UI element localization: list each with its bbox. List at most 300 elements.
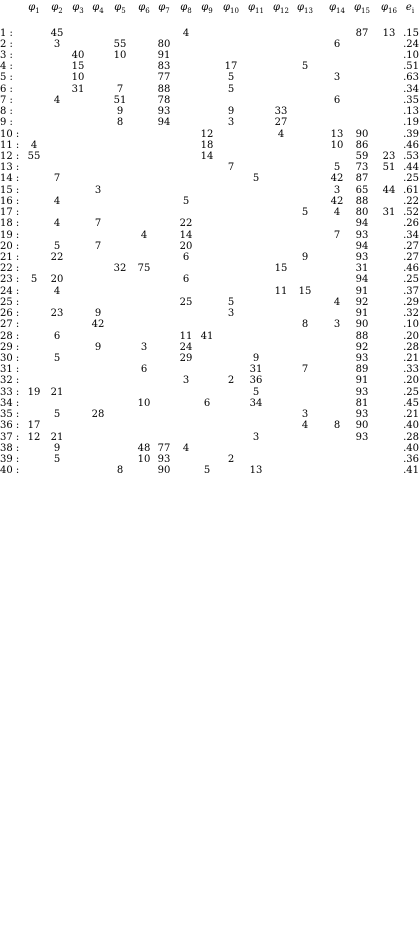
table-cell: 5 xyxy=(53,409,61,421)
table-cell: 90 xyxy=(355,319,369,331)
row-label: 15 : xyxy=(0,184,20,196)
table-cell: 5 xyxy=(53,454,61,466)
table-cell: 3 xyxy=(252,431,260,443)
column-header xyxy=(246,2,266,15)
table-cell: 12 xyxy=(200,128,214,140)
table-cell: 93 xyxy=(355,229,369,241)
table-cell: 24 xyxy=(179,341,193,353)
table-row xyxy=(0,230,419,241)
table-cell: 94 xyxy=(355,240,369,252)
error-cell: .21 xyxy=(403,409,419,421)
table-cell: 93 xyxy=(355,353,369,365)
error-cell: .63 xyxy=(403,72,419,84)
table-cell: 4 xyxy=(182,442,190,454)
table-cell: 2 xyxy=(227,454,235,466)
header-symbol: φ xyxy=(138,2,146,13)
table-cell: 22 xyxy=(50,252,64,263)
table-row xyxy=(0,117,419,128)
header-symbol: φ xyxy=(381,2,389,13)
row-label: 32 : xyxy=(0,375,20,387)
table-cell: 17 xyxy=(27,420,41,432)
table-cell: 77 xyxy=(157,442,171,454)
header-symbol: φ xyxy=(329,2,337,13)
table-cell: 92 xyxy=(355,296,369,308)
row-label: 1 : xyxy=(0,27,13,39)
table-cell: 93 xyxy=(355,409,369,421)
table-cell: 4 xyxy=(182,27,190,39)
error-cell: .36 xyxy=(403,454,419,466)
table-row xyxy=(0,162,419,173)
error-cell: .25 xyxy=(403,274,419,286)
table-cell: 6 xyxy=(140,364,148,376)
table-cell: 8 xyxy=(116,117,124,129)
table-cell: 80 xyxy=(157,38,171,50)
header-subscript: 5 xyxy=(121,7,126,15)
table-cell: 4 xyxy=(140,229,148,241)
table-cell: 7 xyxy=(333,229,341,241)
table-row xyxy=(0,50,419,61)
table-cell: 6 xyxy=(333,38,341,50)
table-cell: 87 xyxy=(355,27,369,39)
table-cell: 5 xyxy=(227,72,235,84)
error-cell: .52 xyxy=(403,207,419,219)
table-cell: 18 xyxy=(200,139,214,151)
error-cell: .39 xyxy=(403,128,419,140)
column-header xyxy=(88,2,108,15)
table-cell: 5 xyxy=(333,162,341,174)
table-cell: 4 xyxy=(333,207,341,219)
table-cell: 42 xyxy=(330,173,344,185)
table-row xyxy=(0,106,419,117)
table-cell: 20 xyxy=(50,274,64,286)
header-subscript: 10 xyxy=(230,7,239,15)
header-subscript: 1 xyxy=(35,7,40,15)
column-header xyxy=(47,2,67,15)
header-symbol: φ xyxy=(114,2,122,13)
table-cell: 23 xyxy=(50,308,64,320)
row-label: 29 : xyxy=(0,341,20,353)
table-cell: 8 xyxy=(116,465,124,477)
error-cell: .21 xyxy=(403,353,419,365)
row-label: 25 : xyxy=(0,296,20,308)
row-label: 7 : xyxy=(0,94,13,106)
table-cell: 5 xyxy=(227,83,235,95)
table-cell: 80 xyxy=(355,207,369,219)
table-cell: 4 xyxy=(53,94,61,106)
column-header xyxy=(379,2,399,15)
column-header xyxy=(154,2,174,15)
header-subscript: 3 xyxy=(79,7,84,15)
row-label: 5 : xyxy=(0,72,13,84)
header-symbol: φ xyxy=(354,2,362,13)
table-row xyxy=(0,432,419,443)
table-cell: 27 xyxy=(274,117,288,129)
table-cell: 3 xyxy=(53,38,61,50)
table-cell: 2 xyxy=(227,375,235,387)
error-cell: .33 xyxy=(403,364,419,376)
table-cell: 6 xyxy=(53,330,61,342)
row-label: 31 : xyxy=(0,364,20,376)
row-label: 6 : xyxy=(0,83,13,95)
table-cell: 10 xyxy=(71,72,85,84)
header-subscript: 16 xyxy=(388,7,397,15)
table-cell: 9 xyxy=(94,308,102,320)
table-cell: 7 xyxy=(301,364,309,376)
error-cell: .53 xyxy=(403,150,419,162)
table-cell: 9 xyxy=(94,341,102,353)
error-cell: .13 xyxy=(403,106,419,118)
table-row xyxy=(0,151,419,162)
table-cell: 91 xyxy=(355,375,369,387)
header-subscript: i xyxy=(411,7,415,15)
error-cell: .19 xyxy=(403,117,419,129)
table-cell: 90 xyxy=(355,128,369,140)
error-cell: .46 xyxy=(403,263,419,275)
table-header xyxy=(0,0,419,18)
table-row xyxy=(0,286,419,297)
table-cell: 91 xyxy=(355,285,369,297)
error-cell: .40 xyxy=(403,420,419,432)
row-label: 28 : xyxy=(0,330,20,342)
table-cell: 88 xyxy=(157,83,171,95)
table-row xyxy=(0,218,419,229)
row-label: 36 : xyxy=(0,420,20,432)
table-cell: 5 xyxy=(252,386,260,398)
table-cell: 15 xyxy=(71,61,85,73)
column-header xyxy=(271,2,291,15)
table-cell: 4 xyxy=(30,139,38,151)
table-cell: 91 xyxy=(355,308,369,320)
error-cell: .25 xyxy=(403,173,419,185)
row-label: 13 : xyxy=(0,162,20,174)
table-cell: 23 xyxy=(382,150,396,162)
table-row xyxy=(0,465,419,476)
row-label: 16 : xyxy=(0,195,20,207)
table-row xyxy=(0,72,419,83)
table-row xyxy=(0,241,419,252)
table-row xyxy=(0,342,419,353)
row-label: 2 : xyxy=(0,38,13,50)
table-cell: 94 xyxy=(355,218,369,230)
column-header xyxy=(221,2,241,15)
table-row xyxy=(0,61,419,72)
table-cell: 25 xyxy=(179,296,193,308)
table-row xyxy=(0,252,419,263)
row-label: 35 : xyxy=(0,409,20,421)
error-cell: .29 xyxy=(403,296,419,308)
row-label: 17 : xyxy=(0,207,20,219)
table-cell: 10 xyxy=(330,139,344,151)
table-cell: 91 xyxy=(157,49,171,61)
column-header xyxy=(197,2,217,15)
table-cell: 14 xyxy=(200,150,214,162)
row-label: 30 : xyxy=(0,353,20,365)
error-cell: .40 xyxy=(403,442,419,454)
row-label: 21 : xyxy=(0,252,20,263)
row-label: 11 : xyxy=(0,139,20,151)
header-symbol: φ xyxy=(51,2,59,13)
table-cell: 13 xyxy=(249,465,263,477)
table-row xyxy=(0,454,419,465)
table-cell: 11 xyxy=(274,285,288,297)
table-row xyxy=(0,409,419,420)
table-cell: 9 xyxy=(53,442,61,454)
header-subscript: 14 xyxy=(336,7,345,15)
table-row xyxy=(0,129,419,140)
table-cell: 55 xyxy=(113,38,127,50)
error-cell: .32 xyxy=(403,308,419,320)
row-label: 3 : xyxy=(0,49,13,61)
table-cell: 29 xyxy=(179,353,193,365)
table-cell: 3 xyxy=(140,341,148,353)
table-cell: 34 xyxy=(249,397,263,409)
error-cell: .20 xyxy=(403,330,419,342)
table-cell: 7 xyxy=(53,173,61,185)
table-cell: 15 xyxy=(298,285,312,297)
table-cell: 20 xyxy=(179,240,193,252)
column-header xyxy=(327,2,347,15)
row-label: 9 : xyxy=(0,117,13,129)
table-cell: 6 xyxy=(203,397,211,409)
row-label: 22 : xyxy=(0,263,20,275)
table-row xyxy=(0,196,419,207)
table-row xyxy=(0,140,419,151)
table-cell: 75 xyxy=(137,263,151,275)
header-symbol: φ xyxy=(201,2,209,13)
header-symbol: φ xyxy=(297,2,305,13)
column-header xyxy=(352,2,372,15)
table-cell: 5 xyxy=(252,173,260,185)
table-cell: 5 xyxy=(182,195,190,207)
header-symbol: φ xyxy=(158,2,166,13)
table-cell: 77 xyxy=(157,72,171,84)
row-label: 20 : xyxy=(0,240,20,252)
table-cell: 41 xyxy=(200,330,214,342)
table-cell: 90 xyxy=(157,465,171,477)
table-row xyxy=(0,398,419,409)
row-label: 8 : xyxy=(0,106,13,118)
table-cell: 40 xyxy=(71,49,85,61)
table-cell: 5 xyxy=(53,240,61,252)
table-cell: 51 xyxy=(382,162,396,174)
table-cell: 10 xyxy=(137,454,151,466)
table-cell: 4 xyxy=(53,285,61,297)
error-cell: .15 xyxy=(403,27,419,39)
table-cell: 4 xyxy=(53,218,61,230)
table-cell: 3 xyxy=(227,308,235,320)
row-label: 24 : xyxy=(0,285,20,297)
table-cell: 94 xyxy=(355,274,369,286)
header-symbol: e xyxy=(405,2,412,13)
table-cell: 59 xyxy=(355,150,369,162)
table-cell: 4 xyxy=(333,296,341,308)
table-cell: 21 xyxy=(50,431,64,443)
table-cell: 3 xyxy=(301,409,309,421)
table-cell: 92 xyxy=(355,341,369,353)
row-label: 33 : xyxy=(0,386,20,398)
table-cell: 6 xyxy=(182,252,190,263)
row-label: 38 : xyxy=(0,442,20,454)
table-cell: 86 xyxy=(355,139,369,151)
table-cell: 3 xyxy=(227,117,235,129)
table-cell: 11 xyxy=(179,330,193,342)
error-cell: .28 xyxy=(403,431,419,443)
table-cell: 36 xyxy=(249,375,263,387)
header-subscript: 12 xyxy=(280,7,289,15)
header-symbol: φ xyxy=(223,2,231,13)
table-row xyxy=(0,84,419,95)
table-row xyxy=(0,39,419,50)
table-cell: 31 xyxy=(249,364,263,376)
column-header xyxy=(400,2,419,15)
table-row xyxy=(0,420,419,431)
column-header xyxy=(24,2,44,15)
row-label: 10 : xyxy=(0,128,20,140)
header-symbol: φ xyxy=(28,2,36,13)
table-cell: 73 xyxy=(355,162,369,174)
table-cell: 7 xyxy=(227,162,235,174)
error-cell: .46 xyxy=(403,139,419,151)
error-cell: .26 xyxy=(403,218,419,230)
table-row xyxy=(0,297,419,308)
table-cell: 94 xyxy=(157,117,171,129)
table-cell: 33 xyxy=(274,106,288,118)
table-cell: 6 xyxy=(333,94,341,106)
header-symbol: φ xyxy=(273,2,281,13)
table-row xyxy=(0,364,419,375)
table-cell: 4 xyxy=(53,195,61,207)
header-subscript: 2 xyxy=(58,7,63,15)
table-cell: 13 xyxy=(330,128,344,140)
error-cell: .44 xyxy=(403,162,419,174)
table-cell: 93 xyxy=(355,431,369,443)
table-cell: 78 xyxy=(157,94,171,106)
error-cell: .28 xyxy=(403,341,419,353)
table-cell: 93 xyxy=(157,454,171,466)
table-row xyxy=(0,353,419,364)
table-cell: 10 xyxy=(113,49,127,61)
header-subscript: 15 xyxy=(361,7,370,15)
table-cell: 88 xyxy=(355,195,369,207)
table-cell: 81 xyxy=(355,397,369,409)
row-label: 19 : xyxy=(0,229,20,241)
table-row xyxy=(0,207,419,218)
table-cell: 9 xyxy=(252,353,260,365)
table-cell: 93 xyxy=(355,386,369,398)
row-label: 27 : xyxy=(0,319,20,331)
table-cell: 13 xyxy=(382,27,396,39)
row-label: 37 : xyxy=(0,431,20,443)
row-label: 18 : xyxy=(0,218,20,230)
table-cell: 42 xyxy=(330,195,344,207)
header-subscript: 7 xyxy=(165,7,170,15)
table-row xyxy=(0,173,419,184)
table-cell: 9 xyxy=(301,252,309,263)
table-cell: 9 xyxy=(227,106,235,118)
header-subscript: 9 xyxy=(208,7,213,15)
header-symbol: φ xyxy=(180,2,188,13)
table-row xyxy=(0,274,419,285)
error-cell: .10 xyxy=(403,319,419,331)
error-cell: .10 xyxy=(403,49,419,61)
table-cell: 28 xyxy=(91,409,105,421)
table-cell: 93 xyxy=(355,252,369,263)
table-cell: 7 xyxy=(94,240,102,252)
row-label: 23 : xyxy=(0,274,20,286)
table-cell: 5 xyxy=(53,353,61,365)
row-label: 40 : xyxy=(0,465,20,477)
table-cell: 89 xyxy=(355,364,369,376)
table-cell: 3 xyxy=(94,184,102,196)
table-cell: 87 xyxy=(355,173,369,185)
table-cell: 8 xyxy=(333,420,341,432)
table-cell: 3 xyxy=(333,72,341,84)
table-cell: 5 xyxy=(203,465,211,477)
table-cell: 5 xyxy=(301,207,309,219)
table-cell: 3 xyxy=(333,184,341,196)
header-subscript: 6 xyxy=(145,7,150,15)
table-cell: 3 xyxy=(182,375,190,387)
error-cell: .35 xyxy=(403,94,419,106)
error-cell: .25 xyxy=(403,386,419,398)
table-cell: 5 xyxy=(301,61,309,73)
table-cell: 51 xyxy=(113,94,127,106)
table-cell: 9 xyxy=(116,106,124,118)
error-cell: .45 xyxy=(403,397,419,409)
table-cell: 22 xyxy=(179,218,193,230)
table-cell: 12 xyxy=(27,431,41,443)
table-cell: 5 xyxy=(30,274,38,286)
header-subscript: 11 xyxy=(255,7,264,15)
table-row xyxy=(0,387,419,398)
error-cell: .37 xyxy=(403,285,419,297)
row-label: 26 : xyxy=(0,308,20,320)
table-row xyxy=(0,95,419,106)
table-cell: 6 xyxy=(182,274,190,286)
table-row xyxy=(0,319,419,330)
error-cell: .61 xyxy=(403,184,419,196)
table-cell: 48 xyxy=(137,442,151,454)
error-cell: .27 xyxy=(403,240,419,252)
table-cell: 3 xyxy=(333,319,341,331)
table-cell: 93 xyxy=(157,106,171,118)
table-cell: 17 xyxy=(224,61,238,73)
table-cell: 7 xyxy=(116,83,124,95)
error-cell: .22 xyxy=(403,195,419,207)
row-label: 39 : xyxy=(0,454,20,466)
header-subscript: 4 xyxy=(99,7,104,15)
column-header xyxy=(110,2,130,15)
table-cell: 31 xyxy=(382,207,396,219)
table-cell: 31 xyxy=(355,263,369,275)
table-row xyxy=(0,28,419,39)
table-cell: 88 xyxy=(355,330,369,342)
error-cell: .34 xyxy=(403,229,419,241)
header-symbol: φ xyxy=(248,2,256,13)
table-cell: 4 xyxy=(277,128,285,140)
row-label: 12 : xyxy=(0,150,20,162)
column-header xyxy=(134,2,154,15)
column-header xyxy=(295,2,315,15)
table-cell: 31 xyxy=(71,83,85,95)
table-cell: 10 xyxy=(137,397,151,409)
table-row xyxy=(0,263,419,274)
table-cell: 8 xyxy=(301,319,309,331)
table-cell: 5 xyxy=(227,296,235,308)
row-label: 4 : xyxy=(0,61,13,73)
table-cell: 15 xyxy=(274,263,288,275)
table-row xyxy=(0,375,419,386)
